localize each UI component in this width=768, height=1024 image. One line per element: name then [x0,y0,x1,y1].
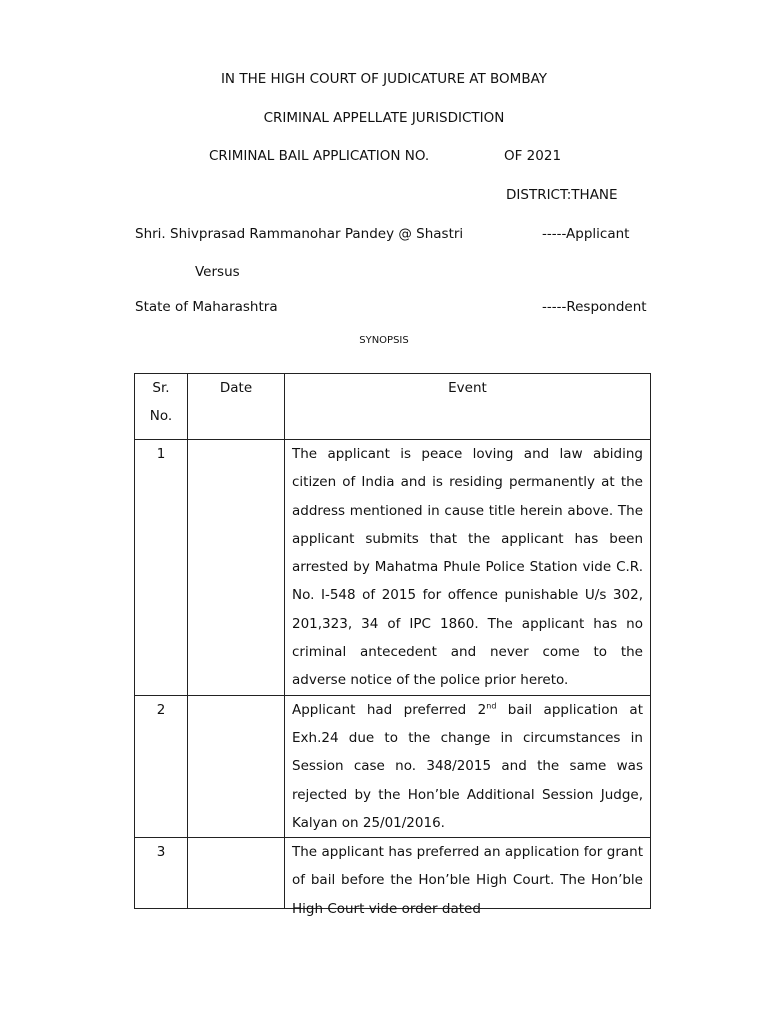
application-year: OF 2021 [504,148,562,164]
table-row [135,838,651,909]
row-sr: 3 [135,838,188,909]
header-sr-no: Sr. No. [135,374,188,440]
respondent-role: -----Respondent [542,299,647,315]
row-event: Applicant had preferred 2nd bail application at Exh.24 due to the change in circumstances in Session case no. 348/2015 and the same was rejected by the Hon’ble Additional Session Judge, Kalyan on 25/01/2016. [285,695,651,837]
applicant-role: -----Applicant [542,226,630,242]
versus-label: Versus [195,264,240,280]
table-header-row [135,374,651,440]
row-date [188,440,285,696]
header-event: Event [285,374,651,440]
header-date: Date [188,374,285,440]
row-date [188,838,285,909]
table-row [135,695,651,837]
row-sr: 2 [135,695,188,837]
row-sr: 1 [135,440,188,696]
synopsis-table [134,373,651,917]
applicant-name: Shri. Shivprasad Rammanohar Pandey @ Shastri [135,226,464,242]
application-number-label: CRIMINAL BAIL APPLICATION NO. [209,148,430,164]
district-label: DISTRICT:THANE [506,187,618,203]
table-row [135,440,651,696]
row-date [188,695,285,837]
synopsis-title: SYNOPSIS [359,335,409,346]
row-event: The applicant has preferred an application for grant of bail before the Hon’ble High Court. The Hon’ble High Court vide order dated [285,838,651,909]
court-title: IN THE HIGH COURT OF JUDICATURE AT BOMBAY [220,71,548,87]
row-event: The applicant is peace loving and law abiding citizen of India and is residing permanently at the address mentioned in cause title herein above. The applicant submits that the applicant has been arrested by Mahatma Phule Police Station vide C.R. No. I-548 of 2015 for offence punishable U/s 302, 201,323, 34 of IPC 1860. The applicant has no criminal antecedent and never come to the adverse notice of the police prior hereto. [285,440,651,696]
respondent-name: State of Maharashtra [135,299,278,315]
jurisdiction-title: CRIMINAL APPELLATE JURISDICTION [263,110,505,126]
